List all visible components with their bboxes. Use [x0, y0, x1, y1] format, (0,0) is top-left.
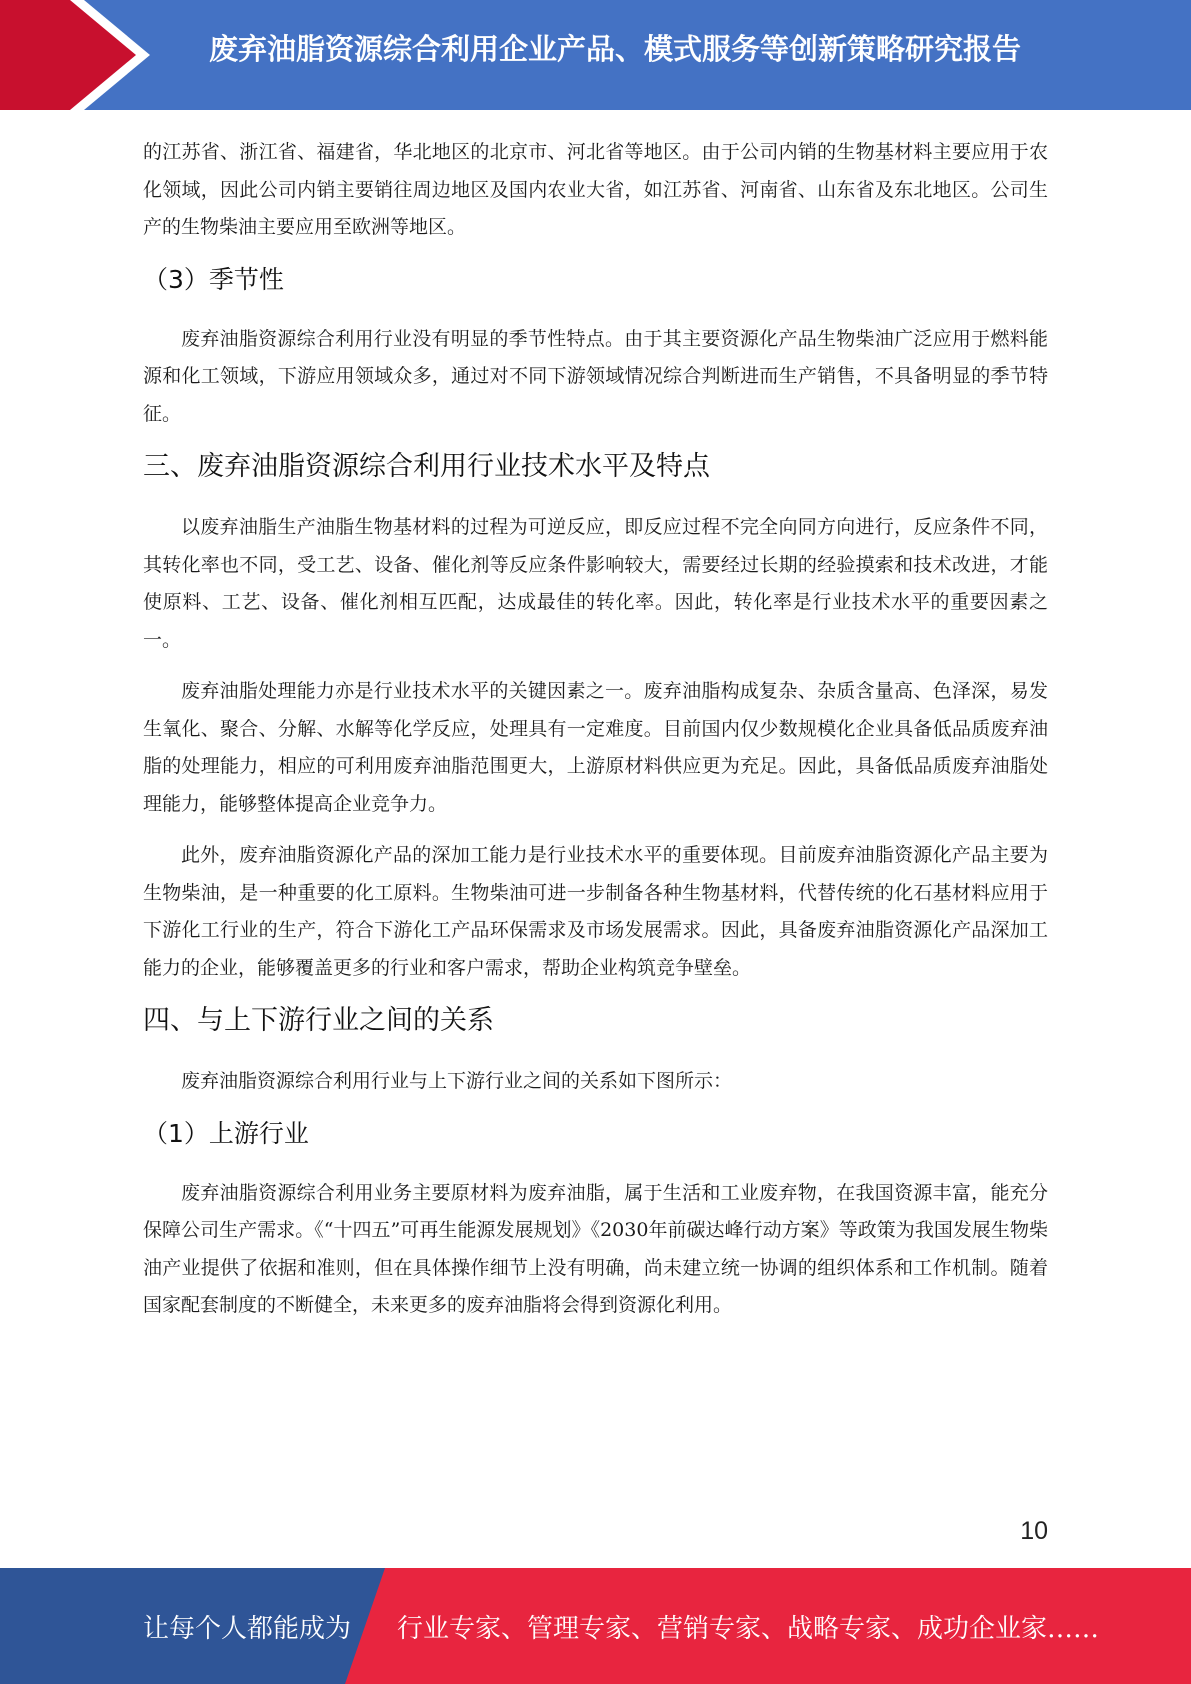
heading-upstream-industry: （1）上游行业: [143, 1118, 309, 1148]
paragraph-processing-capacity: 废弃油脂处理能力亦是行业技术水平的关键因素之一。废弃油脂构成复杂、杂质含量高、色泽深，易发生氧化、聚合、分解、水解等化学反应，处理具有一定难度。目前国内仅少数规模化企业具备低品质废弃油脂的处理能力，相应的可利用废弃油脂范围更大，上游原材料供应更为充足。因此，具备低品质废弃油脂处理能力，能够整体提高企业竞争力。: [143, 680, 1048, 815]
paragraph-continued: 的江苏省、浙江省、福建省，华北地区的北京市、河北省等地区。由于公司内销的生物基材料主要应用于农化领域，因此公司内销主要销往周边地区及国内农业大省，如江苏省、河南省、山东省及东北地区。公司生产的生物柴油主要应用至欧洲等地区。: [143, 141, 1048, 238]
paragraph-relations-intro: 废弃油脂资源综合利用行业与上下游行业之间的关系如下图所示：: [181, 1070, 733, 1092]
heading-seasonality: （3）季节性: [143, 264, 284, 294]
heading-industry-relations: 四、与上下游行业之间的关系: [143, 1005, 494, 1036]
paragraph-conversion-rate: 以废弃油脂生产油脂生物基材料的过程为可逆反应，即反应过程不完全向同方向进行，反应条件不同，其转化率也不同，受工艺、设备、催化剂等反应条件影响较大，需要经过长期的经验摸索和技术改进，才能使原料、工艺、设备、催化剂相互匹配，达成最佳的转化率。因此，转化率是行业技术水平的重要因素之一。: [143, 516, 1048, 651]
footer-slogan-left: 让每个人都能成为: [143, 1614, 352, 1644]
page-content: [143, 134, 1048, 1339]
heading-technology-level: 三、废弃油脂资源综合利用行业技术水平及特点: [143, 451, 710, 482]
report-title: 废弃油脂资源综合利用企业产品、模式服务等创新策略研究报告: [208, 32, 1021, 66]
footer-slogan-right: 行业专家、管理专家、营销专家、战略专家、成功企业家……: [397, 1614, 1100, 1644]
page-number: 10: [1020, 1517, 1048, 1545]
paragraph-seasonality: 废弃油脂资源综合利用行业没有明显的季节性特点。由于其主要资源化产品生物柴油广泛应用于燃料能源和化工领域，下游应用领域众多，通过对不同下游领域情况综合判断进而生产销售，不具备明显的季节特征。: [143, 327, 1048, 425]
paragraph-upstream: 废弃油脂资源综合利用业务主要原材料为废弃油脂，属于生活和工业废弃物，在我国资源丰富，能充分保障公司生产需求。《“十四五”可再生能源发展规划》《2030年前碳达峰行动方案》等政策为我国发展生物柴油产业提供了依据和准则，但在具体操作细节上没有明确，尚未建立统一协调的组织体系和工作机制。随着国家配套制度的不断健全，未来更多的废弃油脂将会得到资源化利用。: [143, 1181, 1048, 1316]
paragraph-deep-processing: 此外，废弃油脂资源化产品的深加工能力是行业技术水平的重要体现。目前废弃油脂资源化产品主要为生物柴油，是一种重要的化工原料。生物柴油可进一步制备各种生物基材料，代替传统的化石基材料应用于下游化工行业的生产，符合下游化工产品环保需求及市场发展需求。因此，具备废弃油脂资源化产品深加工能力的企业，能够覆盖更多的行业和客户需求，帮助企业构筑竞争壁垒。: [143, 844, 1048, 979]
page-header: [0, 0, 1191, 110]
page-footer: [0, 1568, 1191, 1684]
